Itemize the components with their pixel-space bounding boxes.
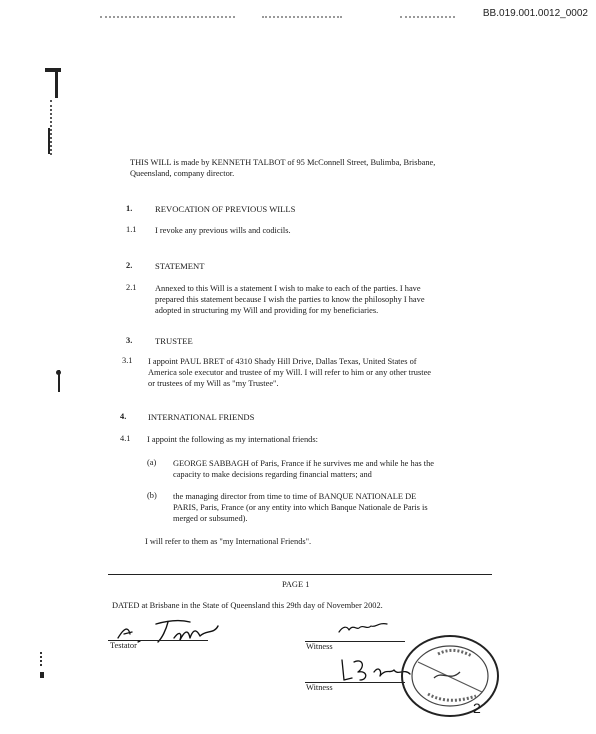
document-id: BB.019.001.0012_0002 — [482, 8, 588, 19]
clause-number: 4.1 — [120, 434, 131, 443]
scan-artifact — [100, 16, 235, 23]
scan-artifact — [400, 16, 455, 23]
clause-number: 1.1 — [126, 225, 137, 234]
scan-edge-mark — [48, 128, 50, 154]
section-number: 1. — [126, 204, 133, 213]
witness-label: Witness — [306, 683, 333, 692]
section-number: 3. — [126, 336, 133, 345]
clause-number: 3.1 — [122, 356, 133, 365]
clause-text: prepared this statement because I wish the parties to know the philosophy I have — [155, 295, 425, 304]
page-label: PAGE 1 — [282, 580, 310, 589]
scan-edge-mark — [40, 672, 44, 678]
notary-seal — [398, 632, 502, 720]
section-heading: STATEMENT — [155, 261, 205, 271]
section-heading: REVOCATION OF PREVIOUS WILLS — [155, 204, 296, 214]
closing-text: I will refer to them as "my International Friends". — [145, 537, 312, 546]
clause-text: I appoint the following as my international friends: — [147, 435, 318, 444]
clause-text: adopted in structuring my Will and providing for my beneficiaries. — [155, 306, 379, 315]
witness-signature — [335, 616, 395, 638]
section-heading: TRUSTEE — [155, 336, 193, 346]
intro-line: Queensland, company director. — [130, 169, 235, 178]
clause-number: (b) — [147, 491, 157, 500]
dated-line: DATED at Brisbane in the State of Queensland this 29th day of November 2002. — [112, 601, 383, 610]
scan-artifact — [262, 16, 342, 23]
scan-edge-mark — [45, 68, 61, 72]
scan-edge-mark — [50, 100, 54, 155]
testator-label: Testator — [110, 641, 137, 650]
clause-text: I appoint PAUL BRET of 4310 Shady Hill Drive, Dallas Texas, United States of — [148, 357, 417, 366]
scan-edge-mark — [56, 370, 61, 375]
footer-rule — [108, 574, 492, 575]
clause-text: merged or subsumed). — [173, 514, 248, 523]
clause-text: I revoke any previous wills and codicils. — [155, 226, 291, 235]
corner-mark: 2 — [473, 700, 481, 716]
clause-number: 2.1 — [126, 283, 137, 292]
clause-text: America sole executor and trustee of my Will. I will refer to him or any other trustee — [148, 368, 431, 377]
clause-text: or trustees of my Will as "my Trustee". — [148, 379, 279, 388]
clause-text: PARIS, Paris, France (or any entity into which Banque Nationale de Paris is — [173, 503, 428, 512]
section-number: 4. — [120, 412, 127, 421]
scan-edge-mark — [40, 652, 44, 666]
clause-number: (a) — [147, 458, 157, 467]
intro-line: THIS WILL is made by KENNETH TALBOT of 95 McConnell Street, Bulimba, Brisbane, — [130, 158, 436, 167]
clause-text: capacity to make decisions regarding financial matters; and — [173, 470, 372, 479]
clause-text: the managing director from time to time of BANQUE NATIONALE DE — [173, 492, 417, 501]
section-number: 2. — [126, 261, 133, 270]
clause-text: Annexed to this Will is a statement I wish to make to each of the parties. I have — [155, 284, 421, 293]
section-heading: INTERNATIONAL FRIENDS — [148, 412, 255, 422]
clause-text: GEORGE SABBAGH of Paris, France if he survives me and while he has the — [173, 459, 434, 468]
witness-label: Witness — [306, 642, 333, 651]
scan-edge-mark — [55, 68, 58, 98]
